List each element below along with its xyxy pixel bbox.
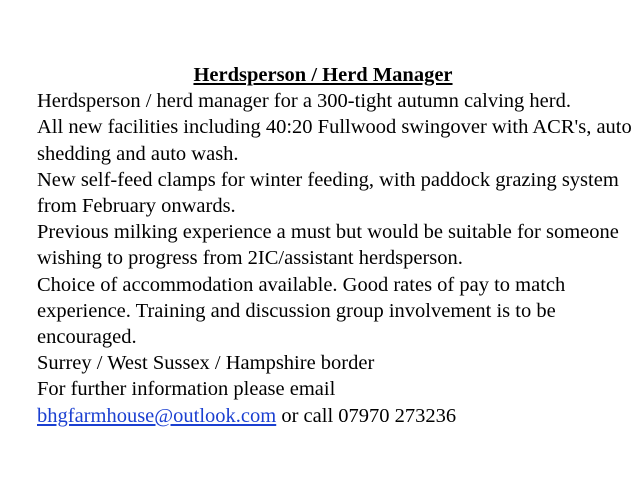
experience-paragraph: Previous milking experience a must but would be suitable for someone wishing to progress from 2IC/assistant herdsperson.	[37, 221, 619, 270]
feeding-paragraph: New self-feed clamps for winter feeding, with paddock grazing system from February onwards.	[37, 168, 619, 218]
email-link[interactable]: bhgfarmhouse@outlook.com	[37, 404, 277, 427]
benefits-paragraph: Choice of accommodation available. Good rates of pay to match experience. Training and discussion group involvement is to be encouraged.	[37, 273, 566, 349]
location-paragraph: Surrey / West Sussex / Hampshire border	[37, 352, 375, 375]
contact-line	[37, 403, 637, 429]
phone-text: or call 07970 273236	[276, 404, 457, 427]
facilities-paragraph: All new facilities including 40:20 Fullwood swingover with ACR's, auto shedding and auto wash.	[37, 116, 632, 165]
info-paragraph: For further information please email	[37, 378, 336, 401]
intro-paragraph: Herdsperson / herd manager for a 300-tight autumn calving herd.	[37, 90, 571, 113]
job-advert	[37, 62, 637, 429]
advert-title: Herdsperson / Herd Manager	[193, 64, 453, 86]
